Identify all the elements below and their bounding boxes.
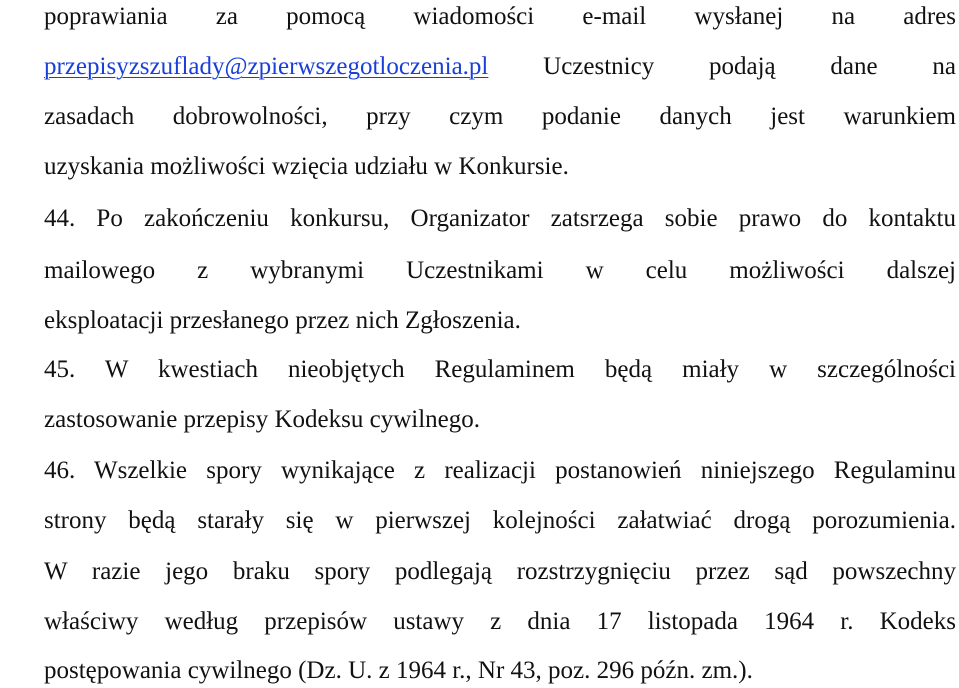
paragraph-46-line: postępowania cywilnego (Dz. U. z 1964 r., Nr 43, poz. 296 późn. zm.).	[44, 657, 753, 684]
paragraph-45-line: zastosowanie przepisy Kodeksu cywilnego.	[44, 406, 480, 433]
paragraph-46-line: 46. Wszelkie spory wynikające z realizacji postanowień niniejszego Regulaminu	[44, 457, 956, 484]
paragraph-44-line: eksploatacji przesłanego przez nich Zgłoszenia.	[44, 307, 521, 334]
text-fragment: Uczestnicy podają dane na	[488, 53, 956, 80]
email-link[interactable]: przepisyzszuflady@zpierwszegotloczenia.pl	[44, 53, 489, 80]
text-line: poprawiania za pomocą wiadomości e-mail wysłanej na adres	[44, 3, 956, 30]
paragraph-46-line: strony będą starały się w pierwszej kolejności załatwiać drogą porozumienia.	[44, 507, 956, 534]
paragraph-44-line: mailowego z wybranymi Uczestnikami w celu możliwości dalszej	[44, 257, 956, 284]
paragraph-44-line: 44. Po zakończeniu konkursu, Organizator zatsrzega sobie prawo do kontaktu	[44, 205, 956, 232]
text-line: uzyskania możliwości wzięcia udziału w Konkursie.	[44, 153, 569, 180]
paragraph-45-line: 45. W kwestiach nieobjętych Regulaminem będą miały w szczególności	[44, 356, 956, 383]
text-line: zasadach dobrowolności, przy czym podanie danych jest warunkiem	[44, 103, 956, 130]
paragraph-46-line: właściwy według przepisów ustawy z dnia 17 listopada 1964 r. Kodeks	[44, 608, 956, 635]
paragraph-46-line: W razie jego braku spory podlegają rozstrzygnięciu przez sąd powszechny	[44, 558, 956, 585]
text-line-with-email	[44, 52, 956, 82]
